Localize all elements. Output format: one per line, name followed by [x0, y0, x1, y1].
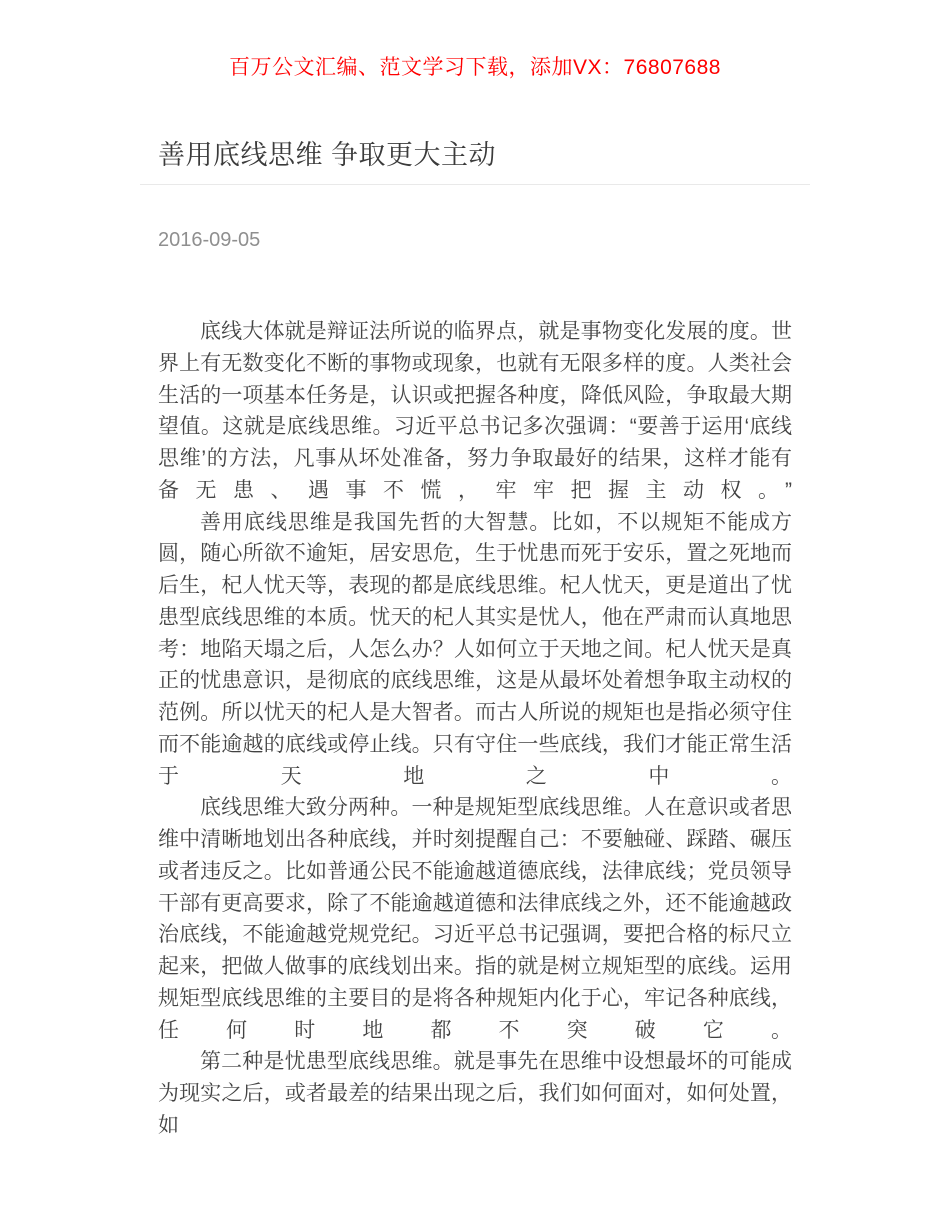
title-divider	[140, 184, 810, 185]
paragraph: 第二种是忧患型底线思维。就是事先在思维中设想最坏的可能成为现实之后，或者最差的结果出现之后，我们如何面对，如何处置，如	[158, 1050, 792, 1137]
article	[140, 136, 810, 1142]
publish-date: 2016-09-05	[158, 229, 261, 251]
article-title: 善用底线思维 争取更大主动	[158, 140, 497, 170]
paragraph: 底线大体就是辩证法所说的临界点，就是事物变化发展的度。世界上有无数变化不断的事物或现象，也就有无限多样的度。人类社会生活的一项基本任务是，认识或把握各种度，降低风险，争取最大期望值。这就是底线思维。习近平总书记多次强调：“要善于运用‘底线思维’的方法，凡事从坏处准备，努力争取最好的结果，这样才能有备无患、遇事不慌，牢牢把握主动权。”	[158, 320, 792, 502]
promo-banner: 百万公文汇编、范文学习下载，添加VX：76807688	[229, 56, 721, 79]
article-body	[158, 316, 792, 1142]
paragraph: 善用底线思维是我国先哲的大智慧。比如，不以规矩不能成方圆，随心所欲不逾矩，居安思危，生于忧患而死于安乐，置之死地而后生，杞人忧天等，表现的都是底线思维。杞人忧天，更是道出了忧患型底线思维的本质。忧天的杞人其实是忧人，他在严肃而认真地思考：地陷天塌之后，人怎么办？人如何立于天地之间。杞人忧天是真正的忧患意识，是彻底的底线思维，这是从最坏处着想争取主动权的范例。所以忧天的杞人是大智者。而古人所说的规矩也是指必须守住而不能逾越的底线或停止线。只有守住一些底线，我们才能正常生活于天地之中。	[158, 510, 792, 788]
paragraph: 底线思维大致分两种。一种是规矩型底线思维。人在意识或者思维中清晰地划出各种底线，并时刻提醒自己：不要触碰、踩踏、碾压或者违反之。比如普通公民不能逾越道德底线，法律底线；党员领导干部有更高要求，除了不能逾越道德和法律底线之外，还不能逾越政治底线，不能逾越党规党纪。习近平总书记强调，要把合格的标尺立起来，把做人做事的底线划出来。指的就是树立规矩型的底线。运用规矩型底线思维的主要目的是将各种规矩内化于心，牢记各种底线，任何时地都不突破它。	[158, 796, 792, 1042]
